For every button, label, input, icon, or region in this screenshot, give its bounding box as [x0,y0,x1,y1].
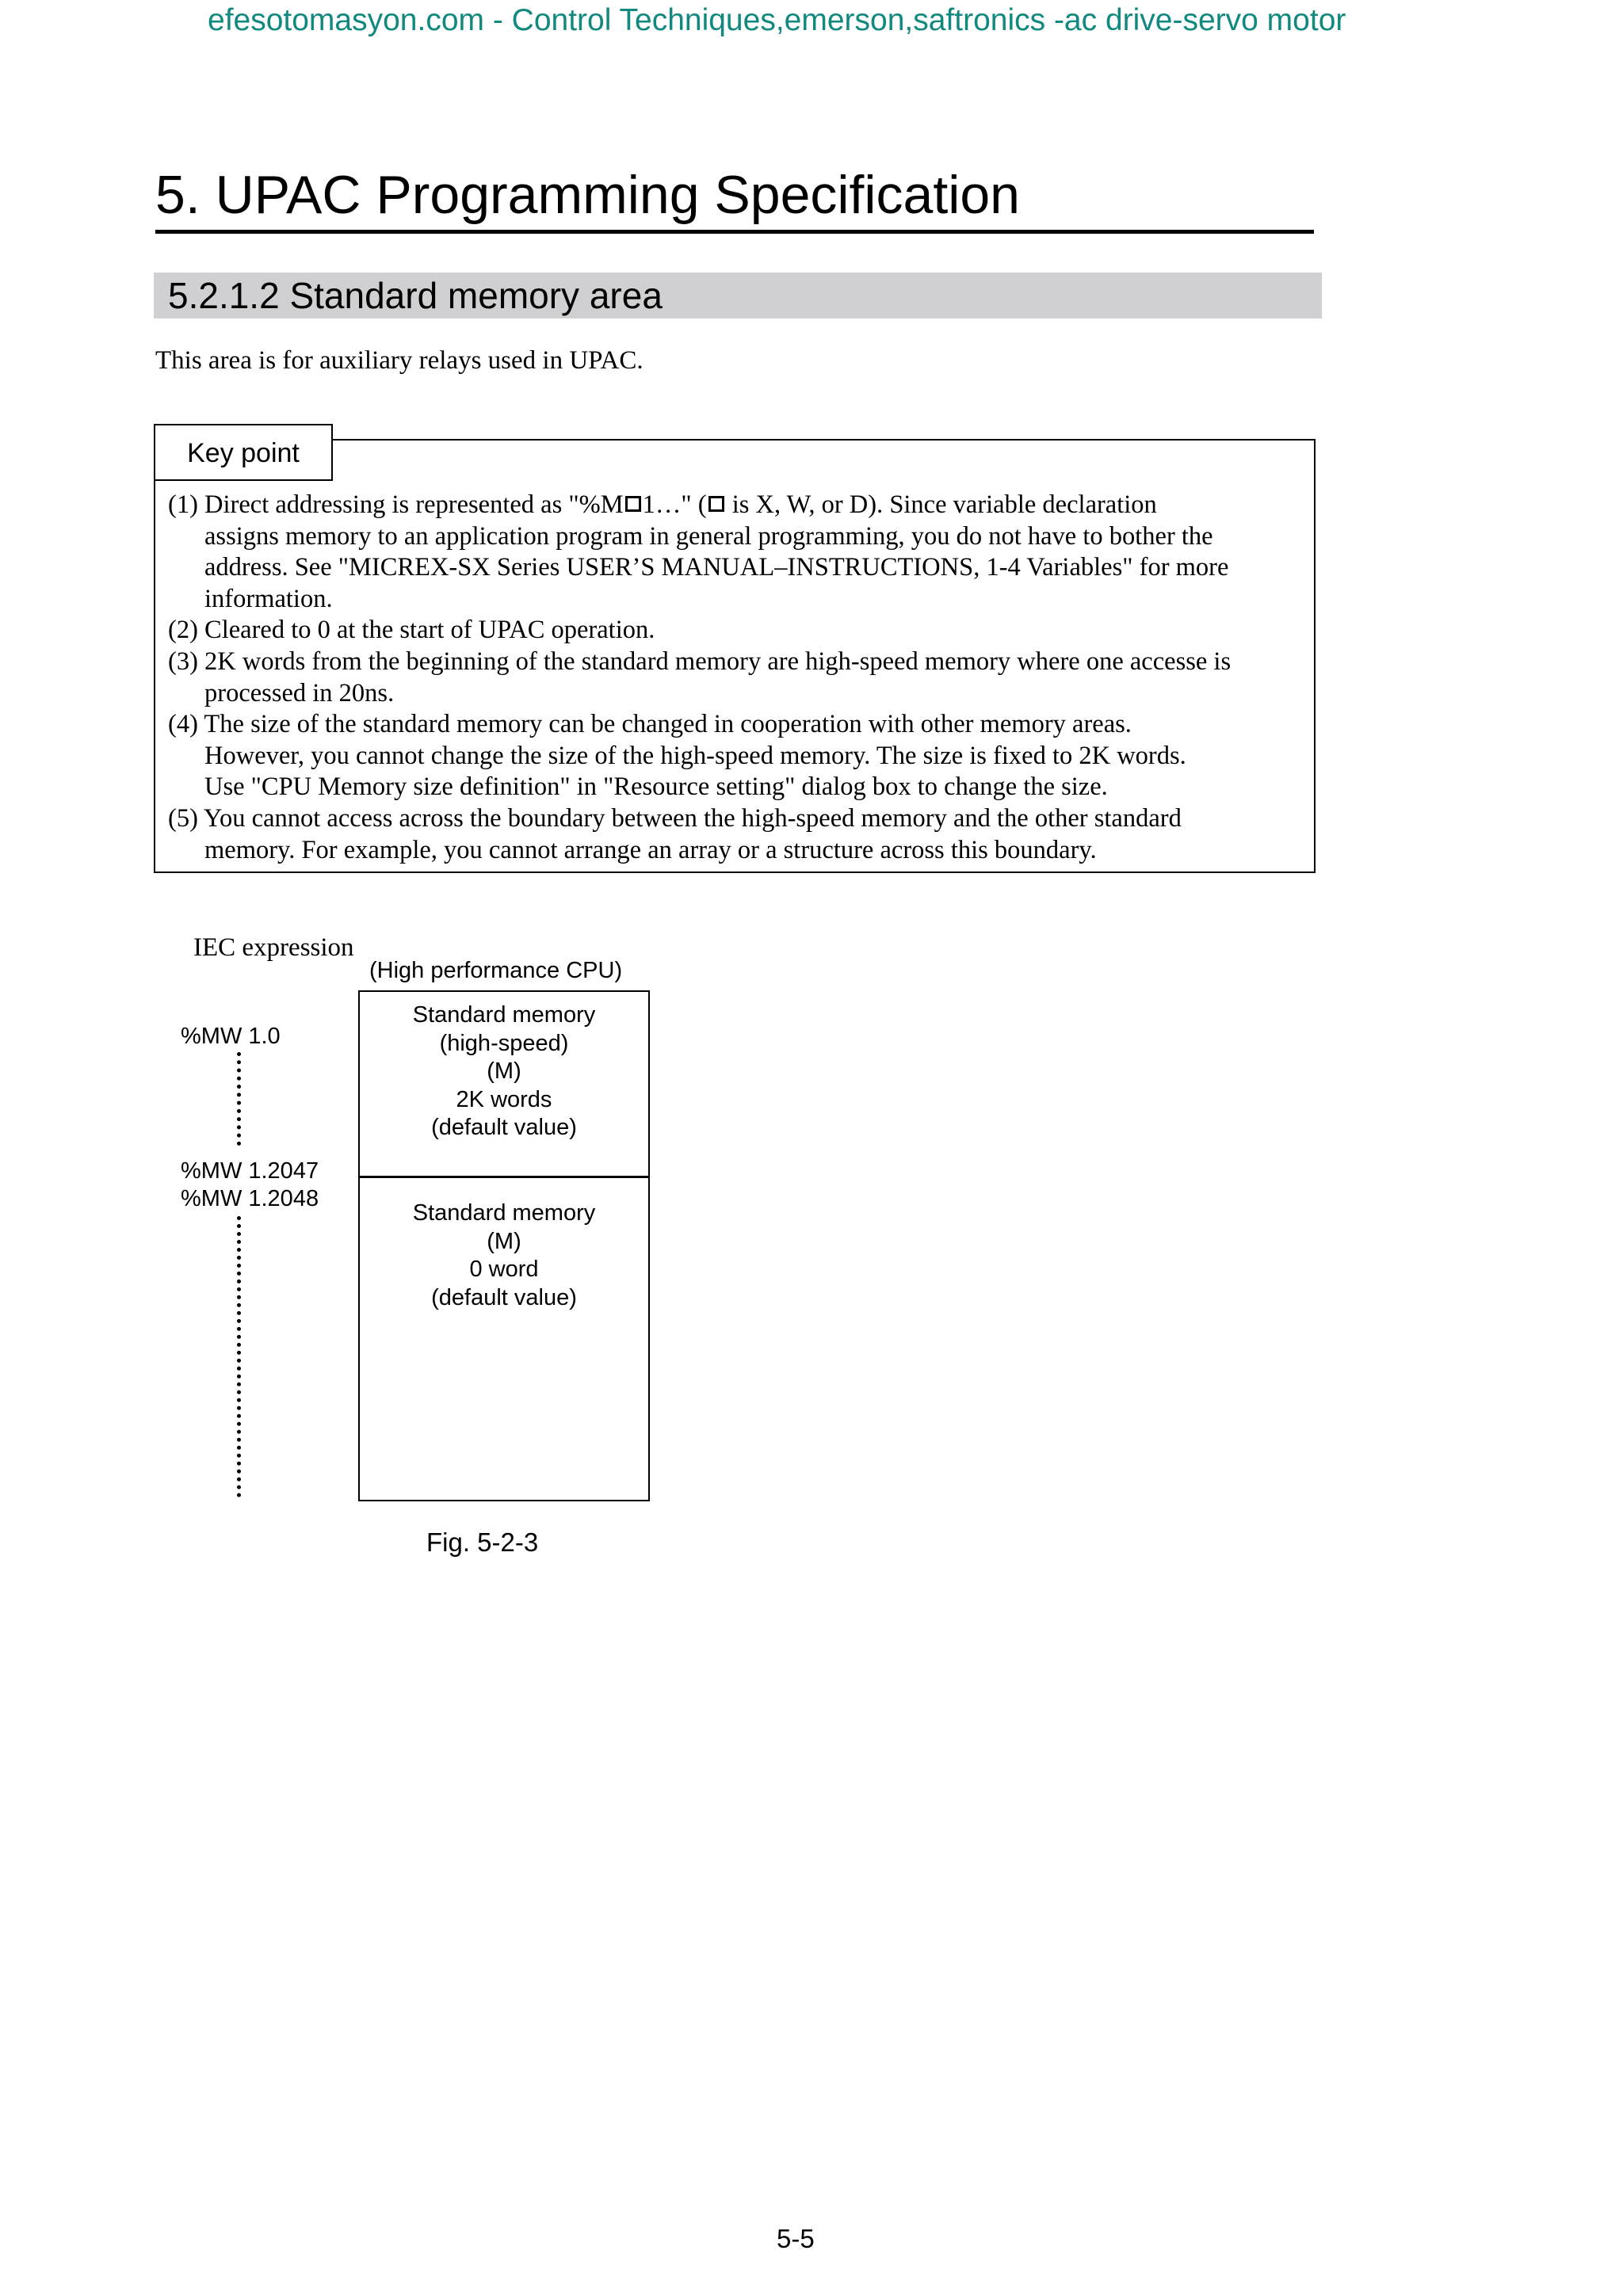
keypoint-item-4: (4) The size of the standard memory can be changed in cooperation with other memory areas. [168,710,1132,739]
block-line: 0 word [469,1257,539,1282]
address-high-speed-end-label: %MW 1.2047 [181,1158,319,1184]
keypoint-item-3-continuation: processed in 20ns. [204,678,395,707]
keypoint-item-1-text-c: is X, W, or D). Since variable declaration [725,490,1157,519]
square-placeholder-icon [708,496,724,512]
section-title: 5.2.1.2 Standard memory area [168,275,663,316]
memory-map-box [358,990,650,1501]
block-line: Standard memory [412,1002,596,1028]
block-line: (M) [487,1228,521,1254]
iec-expression-label: IEC expression [193,933,354,962]
block-line: (high-speed) [439,1030,569,1056]
keypoint-item-1-continuation: address. See "MICREX-SX Series USER’S MANUAL–INSTRUCTIONS, 1-4 Variables" for more [204,553,1229,582]
block-line: (default value) [431,1284,577,1310]
keypoint-list [168,490,1309,866]
block-line: (default value) [431,1115,577,1140]
keypoint-item-1-text-a: (1) Direct addressing is represented as "%M [168,490,624,519]
address-standard-start-label: %MW 1.2048 [181,1186,319,1211]
section-heading-bar [154,273,1322,318]
keypoint-item-4-continuation: However, you cannot change the size of the high-speed memory. The size is fixed to 2K words. [204,741,1186,770]
watermark-banner: efesotomasyon.com - Control Techniques,emerson,saftronics -ac drive-servo motor [208,3,1346,37]
block-line: (M) [487,1058,521,1084]
figure-caption: Fig. 5-2-3 [426,1527,539,1557]
page-number: 5-5 [777,2224,815,2253]
keypoint-item-1-text-b: 1…" ( [642,490,707,519]
keypoint-tab-label: Key point [154,424,333,481]
intro-paragraph: This area is for auxiliary relays used in UPAC. [155,346,643,375]
chapter-title-underline [155,230,1314,234]
block-line: Standard memory [412,1200,596,1226]
address-range-dotted-line [237,1052,241,1146]
block-line: 2K words [456,1086,552,1112]
keypoint-item-1-continuation: assigns memory to an application program in general programming, you do not have to bother the [204,521,1213,551]
chapter-title: 5. UPAC Programming Specification [155,165,1020,225]
keypoint-item-1 [168,490,1309,521]
address-range-dotted-line [237,1216,241,1497]
standard-memory-block [360,1199,648,1312]
keypoint-item-2: (2) Cleared to 0 at the start of UPAC operation. [168,616,655,645]
high-speed-memory-block [360,1001,648,1142]
keypoint-item-5: (5) You cannot access across the boundary between the high-speed memory and the other standard [168,803,1182,833]
cpu-type-label: (High performance CPU) [369,958,623,983]
memory-boundary-line [360,1176,648,1178]
keypoint-item-5-continuation: memory. For example, you cannot arrange an array or a structure across this boundary. [204,835,1097,864]
keypoint-item-1-continuation: information. [204,584,333,613]
square-placeholder-icon [625,496,641,512]
keypoint-item-4-continuation: Use "CPU Memory size definition" in "Resource setting" dialog box to change the size. [204,772,1108,802]
keypoint-item-3: (3) 2K words from the beginning of the standard memory are high-speed memory where one accesse is [168,646,1232,676]
address-start-label: %MW 1.0 [181,1024,281,1049]
